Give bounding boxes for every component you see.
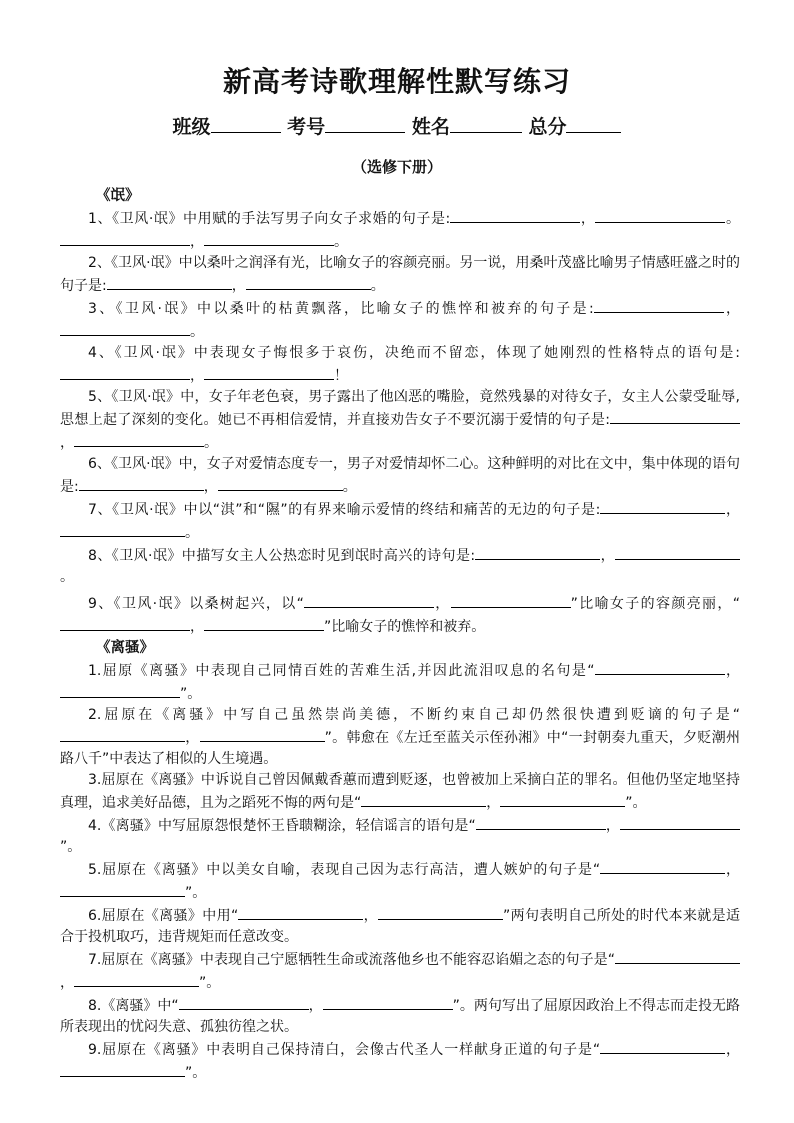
punct: ， xyxy=(190,619,204,635)
punct: ， xyxy=(203,479,218,495)
question-text: 8、《卫风·氓》中描写女主人公热恋时见到氓时高兴的诗句是: xyxy=(88,548,476,564)
class-label: 班级 xyxy=(172,116,211,138)
question-mang-8 xyxy=(60,544,740,588)
answer-blank[interactable] xyxy=(204,364,334,380)
question-lisao-4 xyxy=(60,814,740,858)
page-title: 新高考诗歌理解性默写练习 xyxy=(222,65,571,98)
answer-blank[interactable] xyxy=(475,544,600,560)
student-info-line xyxy=(0,112,794,139)
punct: ”。 xyxy=(60,839,82,855)
answer-blank[interactable] xyxy=(246,274,371,290)
punct: ”比喻女子的憔悴和被弃。 xyxy=(324,619,486,635)
punct: ， xyxy=(605,818,620,834)
question-lisao-6 xyxy=(60,904,740,948)
question-text: 5.屈原在《离骚》中以美女自喻，表现自己因为志行高洁，遭人嫉妒的句子是“ xyxy=(88,862,601,878)
score-blank[interactable] xyxy=(566,114,621,133)
answer-blank[interactable] xyxy=(74,971,199,987)
answer-blank[interactable] xyxy=(60,726,185,742)
question-mang-3 xyxy=(60,297,740,343)
answer-blank[interactable] xyxy=(451,592,571,608)
answer-blank[interactable] xyxy=(595,659,725,675)
answer-blank[interactable] xyxy=(60,320,190,336)
punct: ， xyxy=(723,301,741,317)
punct: ”。两句写出了屈原因政治上不得志而走投无路所表现出的忧闷失意、孤独彷徨之状。 xyxy=(60,998,740,1035)
question-text: 3、《卫风·氓》中以桑叶的枯黄飘落，比喻女子的憔悴和被弃的句子是: xyxy=(88,301,594,317)
punct: 。 xyxy=(60,569,74,585)
name-blank[interactable] xyxy=(450,114,522,133)
question-mang-5 xyxy=(60,387,740,454)
question-mang-1 xyxy=(60,207,740,253)
answer-blank[interactable] xyxy=(615,544,740,560)
punct: 。 xyxy=(190,324,204,340)
exam-no-blank[interactable] xyxy=(325,114,405,133)
punct: ， xyxy=(308,998,323,1014)
punct: ， xyxy=(231,278,246,294)
question-text: 7.屈原在《离骚》中表现自己宁愿牺牲生命或流落他乡也不能容忍谄媚之态的句子是“ xyxy=(88,952,615,968)
answer-blank[interactable] xyxy=(204,615,324,631)
question-text: 2、《卫风·氓》中以桑叶之润泽有光，比喻女子的容颜亮丽。另一说，用桑叶茂盛比喻男子情感旺盛之时的句子是: xyxy=(60,255,740,294)
score-label: 总分 xyxy=(528,116,567,138)
punct: ， xyxy=(190,234,204,250)
answer-blank[interactable] xyxy=(594,297,724,313)
punct: ！ xyxy=(334,368,348,384)
punct: 。 xyxy=(185,525,199,541)
punct: ， xyxy=(725,862,741,878)
question-text: 4.《离骚》中写屈原怨恨楚怀王昏聩糊涂，轻信谣言的语句是“ xyxy=(88,818,476,834)
answer-blank[interactable] xyxy=(107,274,232,290)
answer-blank[interactable] xyxy=(378,904,503,920)
name-label: 姓名 xyxy=(411,116,450,138)
question-text: 3.屈原在《离骚》中诉说自己曾因佩戴香蕙而遭到贬逐，也曾被加上采摘白芷的罪名。但他仍坚定地坚持真理，追求美好品德，且为之蹈死不悔的两句是“ xyxy=(60,772,740,811)
answer-blank[interactable] xyxy=(610,408,740,424)
answer-blank[interactable] xyxy=(500,791,625,807)
answer-blank[interactable] xyxy=(450,207,580,223)
punct: ”。 xyxy=(625,795,647,811)
question-text: 9.屈原在《离骚》中表明自己保持清白，会像古代圣人一样献身正道的句子是“ xyxy=(88,1042,601,1058)
punct: ”比喻女子的容颜亮丽，“ xyxy=(570,596,741,612)
punct: ， xyxy=(724,663,741,679)
section-heading-lisao: 《离骚》 xyxy=(96,640,154,656)
punct: ， xyxy=(725,502,740,518)
punct: ， xyxy=(580,211,596,227)
question-lisao-5 xyxy=(60,858,740,904)
question-mang-6 xyxy=(60,454,740,498)
subtitle: （选修下册） xyxy=(351,158,442,176)
question-mang-2 xyxy=(60,253,740,297)
exercise-content xyxy=(60,186,740,1084)
punct: ， xyxy=(60,975,74,991)
question-text: 8.《离骚》中“ xyxy=(88,998,179,1014)
answer-blank[interactable] xyxy=(179,994,309,1010)
answer-blank[interactable] xyxy=(600,858,725,874)
answer-blank[interactable] xyxy=(361,791,486,807)
question-lisao-1 xyxy=(60,659,740,705)
question-mang-4 xyxy=(60,343,740,387)
punct: 。 xyxy=(725,211,741,227)
question-text: 9、《卫风·氓》以桑树起兴，以“ xyxy=(88,596,304,612)
punct: 。 xyxy=(334,234,348,250)
question-lisao-2 xyxy=(60,705,740,770)
question-text: 2.屈原在《离骚》中写自己虽然崇尚美德，不断约束自己却仍然很快遭到贬谪的句子是“ xyxy=(88,707,740,723)
punct: ”两句表明自己所处的时代本来就是适合于投机取巧，违背规矩而任意改变。 xyxy=(60,908,740,945)
answer-blank[interactable] xyxy=(60,1061,185,1077)
punct: ”。韩愈在《左迁至蓝关示侄孙湘》中“一封朝奏九重天，夕贬潮州路八千”中表达了相似的人生境遇。 xyxy=(60,730,741,767)
punct: ， xyxy=(600,548,616,564)
punct: ， xyxy=(60,435,74,451)
answer-blank[interactable] xyxy=(60,682,180,698)
question-lisao-3 xyxy=(60,770,740,814)
answer-blank[interactable] xyxy=(620,814,740,830)
question-text: 4、《卫风·氓》中表现女子悔恨多于哀伤，决绝而不留恋，体现了她刚烈的性格特点的语句是: xyxy=(88,345,740,361)
question-text: 6.屈原在《离骚》中用“ xyxy=(88,908,239,924)
answer-blank[interactable] xyxy=(476,814,606,830)
class-blank[interactable] xyxy=(211,114,281,133)
answer-blank[interactable] xyxy=(304,592,434,608)
question-text: 6、《卫风·氓》中，女子对爱情态度专一，男子对爱情却怀二心。这种鲜明的对比在文中，集中体现的语句是: xyxy=(60,456,740,495)
answer-blank[interactable] xyxy=(323,994,453,1010)
answer-blank[interactable] xyxy=(200,726,325,742)
answer-blank[interactable] xyxy=(238,904,363,920)
answer-blank[interactable] xyxy=(218,475,343,491)
question-lisao-7 xyxy=(60,948,740,994)
punct: ”。 xyxy=(199,975,221,991)
question-text: 5、《卫风·氓》中，女子年老色衰，男子露出了他凶恶的嘴脸，竟然残暴的对待女子，女主人公蒙受耻辱,思想上起了深刻的变化。她已不再相信爱情，并直接劝告女子不要沉溺于爱情的句子是: xyxy=(60,389,740,428)
answer-blank[interactable] xyxy=(60,881,185,897)
answer-blank[interactable] xyxy=(74,431,204,447)
punct: ， xyxy=(433,596,451,612)
punct: ”。 xyxy=(180,686,202,702)
answer-blank[interactable] xyxy=(60,521,185,537)
question-text: 1.屈原《离骚》中表现自己同情百姓的苦难生活,并因此流泪叹息的名句是“ xyxy=(88,663,595,679)
answer-blank[interactable] xyxy=(615,948,740,964)
exam-no-label: 考号 xyxy=(287,116,326,138)
punct: 。 xyxy=(370,278,385,294)
answer-blank[interactable] xyxy=(60,615,190,631)
section-heading-mang: 《氓》 xyxy=(96,188,140,204)
answer-blank[interactable] xyxy=(60,230,190,246)
answer-blank[interactable] xyxy=(595,207,725,223)
answer-blank[interactable] xyxy=(600,1038,725,1054)
question-text: 7、《卫风·氓》中以“淇”和“隰”的有界来喻示爱情的终结和痛苦的无边的句子是: xyxy=(88,502,601,518)
punct: ”。 xyxy=(185,885,207,901)
answer-blank[interactable] xyxy=(79,475,204,491)
punct: ”。 xyxy=(185,1065,207,1081)
question-mang-7 xyxy=(60,498,740,544)
punct: ， xyxy=(190,368,204,384)
punct: 。 xyxy=(204,435,218,451)
punct: 。 xyxy=(342,479,357,495)
question-text: 1、《卫风·氓》中用赋的手法写男子向女子求婚的句子是: xyxy=(88,211,451,227)
question-lisao-8 xyxy=(60,994,740,1038)
answer-blank[interactable] xyxy=(600,498,725,514)
question-lisao-9 xyxy=(60,1038,740,1084)
punct: ， xyxy=(725,1042,741,1058)
punct: ， xyxy=(185,730,200,746)
punct: ， xyxy=(486,795,501,811)
punct: ， xyxy=(363,908,378,924)
answer-blank[interactable] xyxy=(204,230,334,246)
question-mang-9 xyxy=(60,592,740,638)
answer-blank[interactable] xyxy=(60,364,190,380)
